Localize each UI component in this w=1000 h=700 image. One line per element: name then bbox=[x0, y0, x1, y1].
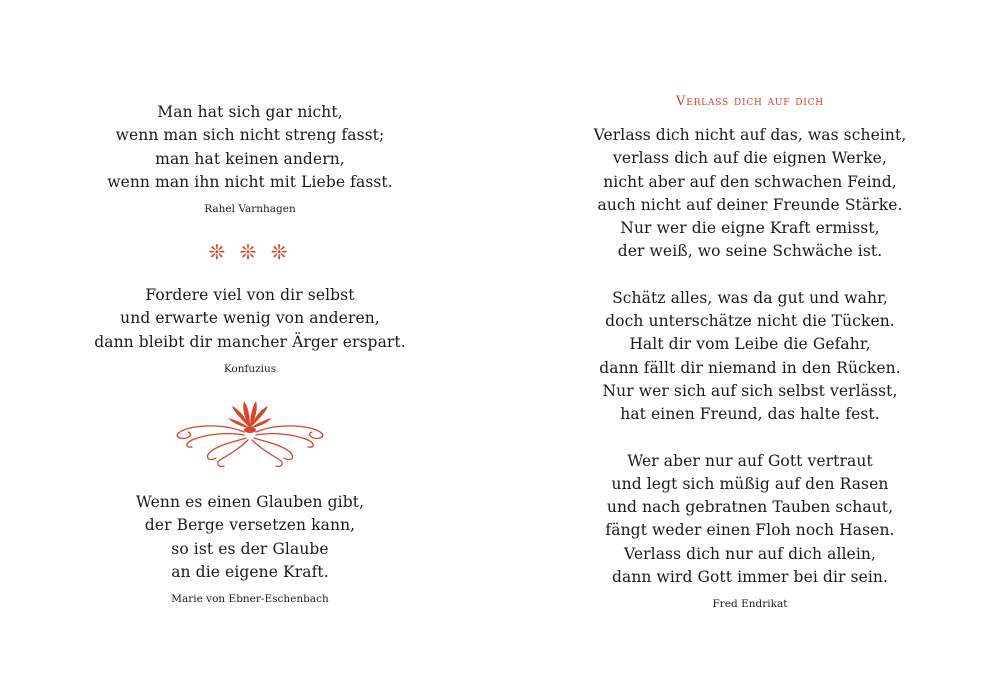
poem-title: Verlass dich auf dich bbox=[676, 94, 824, 109]
stanza-break bbox=[500, 427, 1000, 450]
poem-line: fängt weder einen Floh noch Hasen. bbox=[605, 521, 895, 540]
quote-varnhagen bbox=[0, 101, 500, 216]
stanza-break bbox=[500, 264, 1000, 287]
poem-line: Schätz alles, was da gut und wahr, bbox=[612, 288, 888, 307]
poem-line: verlass dich auf die eignen Werke, bbox=[613, 149, 887, 168]
poem-line: dann fällt dir niemand in den Rücken. bbox=[599, 358, 901, 377]
quote-line: man hat keinen andern, bbox=[155, 149, 345, 168]
quote-line: und erwarte wenig von anderen, bbox=[120, 309, 380, 328]
asterism-separator bbox=[0, 241, 500, 263]
poem-line: und nach gebratnen Tauben schaut, bbox=[606, 498, 894, 517]
quote-line: so ist es der Glaube bbox=[171, 539, 329, 558]
quote-line: der Berge versetzen kann, bbox=[144, 516, 356, 535]
poem-line: Verlass dich nicht auf das, was scheint, bbox=[593, 126, 907, 144]
poem-verlass-dich-auf-dich bbox=[500, 94, 1000, 611]
quote-line: Man hat sich gar nicht, bbox=[157, 103, 343, 121]
quote-line: dann bleibt dir mancher Ärger erspart. bbox=[94, 332, 406, 351]
poem-line: doch unterschätze nicht die Tücken. bbox=[605, 312, 895, 331]
quote-author: Rahel Varnhagen bbox=[204, 203, 296, 216]
poem-line: auch nicht auf deiner Freunde Stärke. bbox=[597, 195, 903, 214]
poem-line: hat einen Freund, das halte fest. bbox=[620, 405, 880, 424]
poem-line: nicht aber auf den schwachen Feind, bbox=[603, 172, 897, 191]
quote-line: Fordere viel von dir selbst bbox=[145, 286, 355, 304]
poem-line: Wer aber nur auf Gott vertraut bbox=[627, 451, 873, 470]
poem-line: Nur wer sich auf sich selbst verlässt, bbox=[602, 381, 898, 400]
poem-line: Nur wer die eigne Kraft ermisst, bbox=[620, 219, 880, 238]
quote-line: wenn man ihn nicht mit Liebe fasst. bbox=[107, 172, 393, 191]
quote-author: Marie von Ebner-Eschenbach bbox=[171, 593, 329, 606]
asterisk-separator-icon: ❊ ❊ ❊ bbox=[208, 240, 292, 264]
poem-line: und legt sich müßig auf den Rasen bbox=[611, 474, 889, 493]
right-page bbox=[500, 0, 1000, 700]
quote-konfuzius bbox=[0, 284, 500, 376]
quote-line: wenn man sich nicht streng fasst; bbox=[115, 126, 385, 145]
quote-author: Konfuzius bbox=[223, 362, 277, 375]
poem-line: dann wird Gott immer bei dir sein. bbox=[611, 568, 889, 587]
flourish-ornament-icon bbox=[170, 398, 330, 473]
poem-line: Halt dir vom Leibe die Gefahr, bbox=[629, 335, 871, 354]
quote-line: an die eigene Kraft. bbox=[171, 562, 329, 581]
quote-ebner-eschenbach bbox=[0, 491, 500, 606]
poem-line: der weiß, wo seine Schwäche ist. bbox=[617, 242, 883, 261]
poem-author: Fred Endrikat bbox=[712, 598, 788, 611]
quote-line: Wenn es einen Glauben gibt, bbox=[135, 493, 365, 511]
poem-line: Verlass dich nur auf dich allein, bbox=[623, 544, 876, 563]
